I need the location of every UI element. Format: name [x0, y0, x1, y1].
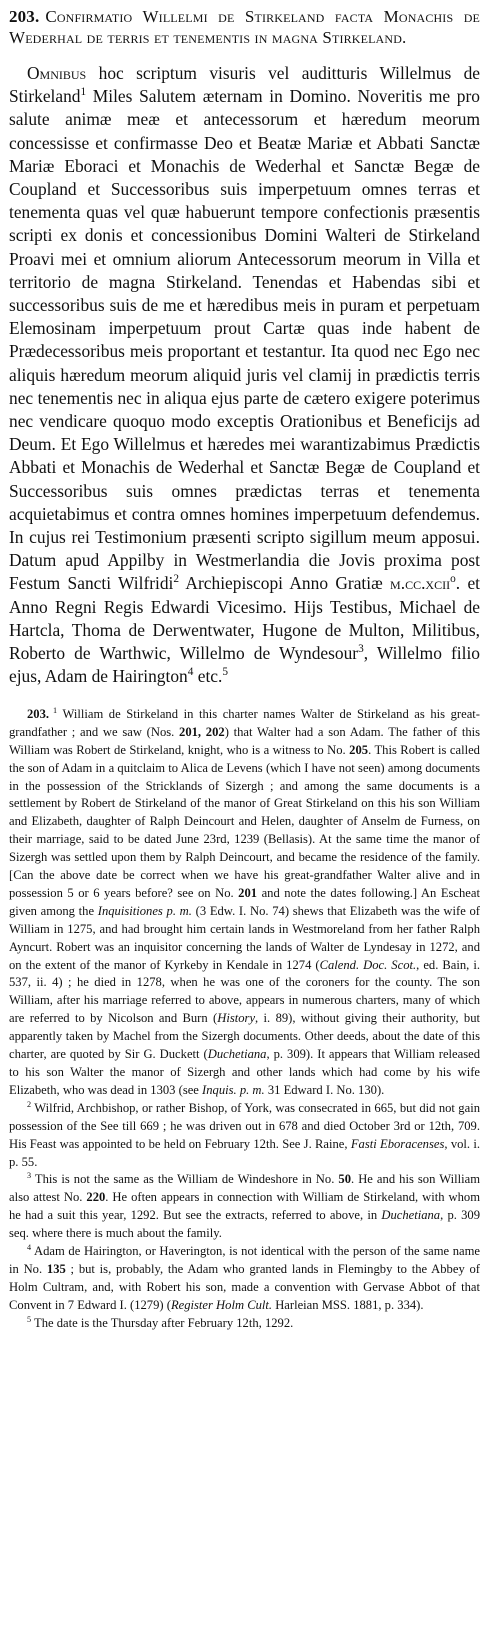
note-text: The date is the Thursday after February 12th, 1292.: [31, 1315, 294, 1330]
charter-text-segment: Archiepiscopi Anno Gratiæ: [179, 573, 391, 594]
charter-reference: 220: [86, 1190, 106, 1205]
footnote-marker: 3: [358, 643, 364, 656]
note-text: , i. 89), without giving their authority, but apparently taken by Machel from the Sizergh documents. Other deeds, about the date of this charter, are quoted by Sir G. Duckett (: [9, 1011, 480, 1062]
note-text: ; but is, probably, the Adam who granted lands in Flemingby to the Abbey of Holm Cultram, and, with Robert his son, made a convention with Gervase Abbot of that Convent in 7 Edward I. (1279) (: [9, 1261, 481, 1312]
note-text: Harleian MSS. 1881, p. 334).: [272, 1297, 424, 1312]
charter-heading: [9, 6, 480, 48]
footnote-marker: 4: [187, 666, 194, 679]
footnote-1: [9, 706, 480, 1100]
note-text: Wilfrid, Archbishop, or rather Bishop, of York, was consecrated in 665, but did not gain possession of the See till 669 ; he was driven out in 678 and died October 3rd or 12th, 709. His Feast was appointed to be held on February 12th. See J. Raine,: [9, 1100, 480, 1151]
citation-title: Duchetiana: [207, 1047, 267, 1062]
footnote-2: [9, 1100, 480, 1172]
citation-title: Fasti Eboracenses: [350, 1136, 445, 1151]
note-text: 31 Edward I. No. 130).: [264, 1082, 385, 1097]
footnote-marker: 2: [173, 573, 180, 586]
note-text: . He often appears in connection with William de Stirkeland, with whom he had a suit this year, 1292. But see the extracts, referred to above, in: [9, 1190, 480, 1223]
footnote-marker: 5: [222, 666, 228, 679]
note-text: Adam de Hairington, or Haverington, is not identical with the person of the same name in No.: [9, 1244, 480, 1276]
footnote-marker: 1: [80, 86, 87, 99]
charter-reference: 50: [338, 1172, 351, 1187]
ordinal-marker: o: [450, 573, 456, 586]
footnote-3: [9, 1171, 480, 1243]
note-text: William de Stirkeland in this charter names Walter de Stirkeland as his great-grandfather ; and we saw (Nos.: [9, 706, 480, 739]
charter-reference: 205: [349, 742, 369, 757]
footnote-mark: 4: [27, 1242, 32, 1252]
footnote-mark: 5: [27, 1314, 32, 1324]
charter-text-segment: . et Anno Regni Regis Edwardi Vicesimo. Hijs Testibus, Michael de Hartcla, Thoma de Derwentwater, Hugone de Multon, Militibus, Roberto de Warthwic, Willelmo de Wyndesour: [9, 573, 480, 664]
citation-title: Calend. Doc. Scot.: [319, 957, 417, 972]
footnote-4: [9, 1243, 480, 1315]
footnote-mark: 2: [27, 1099, 32, 1109]
footnote-mark: 1: [53, 705, 58, 715]
charter-reference: 135: [46, 1261, 66, 1276]
footnote-5: [9, 1315, 480, 1333]
citation-title: Inquis. p. m.: [202, 1082, 265, 1097]
note-text: This is not the same as the William de Windeshore in No.: [31, 1172, 339, 1187]
charter-title: Confirmatio Willelmi de Stirkeland facta Monachis de Wederhal de terris et tenementis in magna Stirkeland.: [9, 7, 480, 47]
charter-opening-word: Omnibus: [27, 63, 87, 83]
note-text: ) that Walter had a son Adam. The father of this William was Robert de Stirkeland, knight, who is a witness to No.: [9, 724, 481, 757]
note-text: . This Robert is called the son of Adam in a quitclaim to Alica de Levens (which I have not seen) among documents in the possession of the Stricklands of Sizergh ; and among the same documents is a settlement by Robert de Stirkeland of the manor of Great Stirkeland on this his son William and Elizabeth, daughter of Ralph Deincourt and Helen, daughter of Anselm de Furness, on their marriage, said to be dated June 23rd, 1239 (Bellasis). At the same time the manor of Sizergh was settled upon them by Ralph Deincourt, and became the residence of the family. [Can the above date be correct when we have his great-grandfather Walter alive and in possession 5 or 6 years before? see on No.: [9, 742, 480, 900]
footnotes: [9, 706, 480, 1333]
note-text: and note the dates following.] An Escheat given among the: [9, 885, 480, 918]
charter-date-numeral: m.cc.xcii: [390, 573, 451, 594]
note-text: (3 Edw. I. No. 74) shews that Elizabeth was the wife of William in 1275, and had brought him certain lands in Westmoreland from her father Ralph Ayncurt. Robert was an inquisitor concerning the lands of Walter de Lyndesay in 1272, and on the extent of the manor of Kyrkeby in Kendale in 1274 (: [9, 903, 480, 972]
citation-title: Inquisitiones p. m.: [97, 903, 192, 918]
charter-text: [9, 62, 480, 688]
footnote-mark: 3: [27, 1171, 32, 1181]
note-charter-number: 203.: [27, 706, 50, 721]
note-text: , vol. i. p. 55.: [9, 1136, 480, 1169]
note-text: , p. 309). It appears that William released to his son Walter the manor of Sizergh and other lands which had come by his wife Elizabeth, who was dead in 1303 (see: [9, 1047, 480, 1097]
charter-text-segment: hoc scriptum visuris vel auditturis Willelmus de Stirkeland: [9, 63, 480, 107]
note-text: . He and his son William also attest No.: [9, 1172, 480, 1205]
charter-text-segment: Miles Salutem æternam in Domino. Noveritis me pro salute animæ meæ et antecessorum et hæredum meorum concessisse et confirmasse Deo et Beatæ Mariæ et Abbati Sanctæ Mariæ Eboraci et Monachis de Wederhal et Sanctæ Begæ de Coupland et Successoribus suis imperpetuum omnes terras et tenementa quas vel quæ habuerunt tempore confectionis præsentis scripti ex donis et concessionibus Domini Walteri de Stirkeland Proavi mei et omnium aliorum Antecessorum meorum in Villa et territorio de magna Stirkeland. Tenendas et Habendas sibi et successoribus suis de me et hæredibus meis in puram et perpetuam Elemosinam imperpetuum prout Cartæ quas inde habent de Prædecessoribus meis proportant et testantur. Ita quod nec Ego nec aliquis hæredum meorum aliquid juris vel clamij in prædictis terris nec tenementis nec in aliqua ejus parte de cætero exigere poterimus nec vendicare quoquo modo exceptis Orationibus et Beneficijs ad Deum. Et Ego Willelmus et hæredes mei warantizabimus Prædictis Abbati et Monachis de Wederhal et Sanctæ Begæ de Coupland et Successoribus suis omnes prædictas terras et tenementa acquietabimus et contra omnes homines imperpetuum defendemus. In cujus rei Testimonium præsenti scripto sigillum meum apposui. Datum apud Appilby in Westmerlandia die Jovis proxima post Festum Sancti Wilfridi: [9, 86, 480, 594]
charter-text-segment: , Willelmo filio ejus, Adam de Hairington: [9, 643, 480, 687]
charter-reference: 201, 202: [179, 724, 225, 739]
citation-title: Register Holm Cult.: [170, 1297, 273, 1312]
charter-reference: 201: [238, 885, 258, 900]
charter-text-segment: etc.: [193, 666, 223, 687]
note-text: , ed. Bain, i. 537, ii. 4) ; he died in 1278, when he was one of the coroners for the county. The son William, after his marriage referred to above, appears in numerous charters, many of which are referred to by Nicolson and Burn (: [9, 957, 480, 1026]
citation-title: History: [217, 1011, 256, 1026]
citation-title: Duchetiana: [381, 1208, 441, 1223]
note-text: , p. 309 seq. where there is much about the family.: [9, 1208, 480, 1241]
charter-number: 203.: [9, 7, 40, 26]
